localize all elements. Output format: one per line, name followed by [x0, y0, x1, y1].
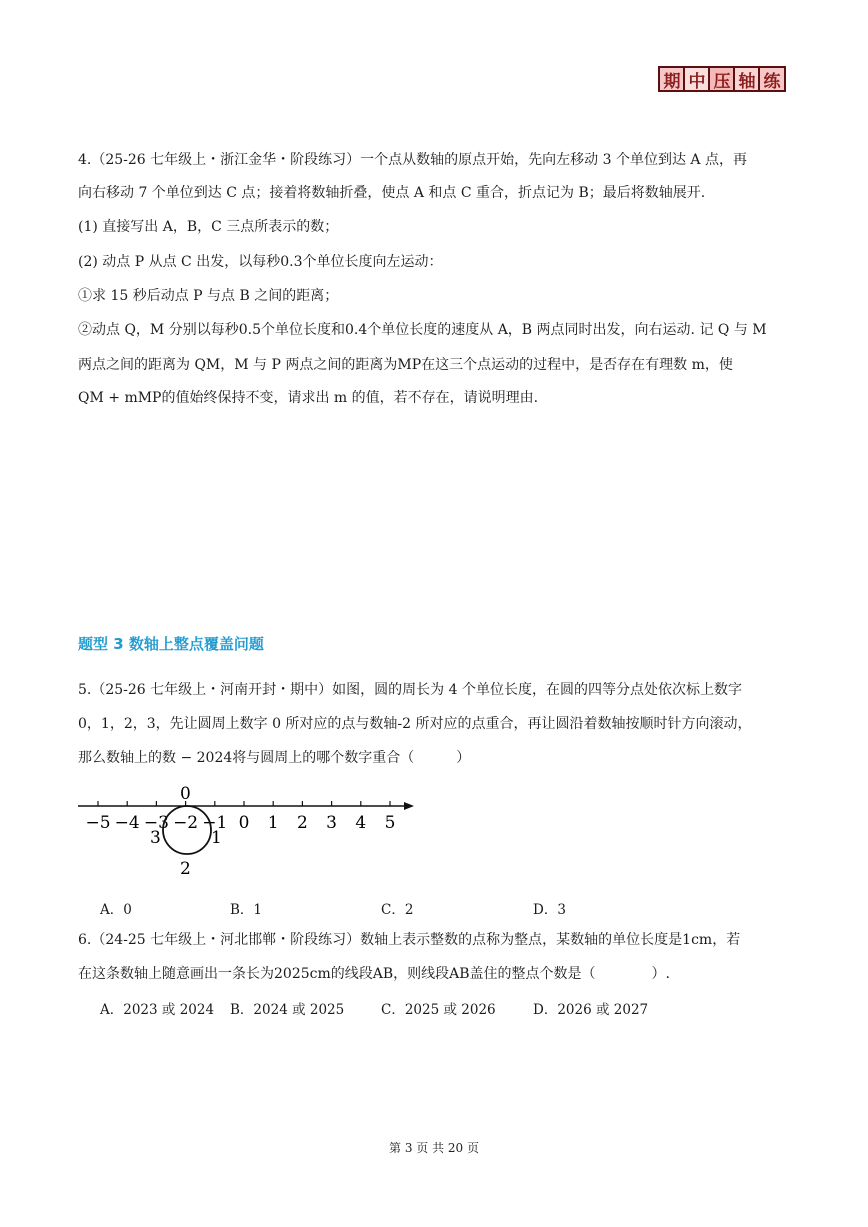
number-line-tick-label: 1 [267, 813, 279, 833]
number-line-tick-label: 3 [326, 813, 338, 833]
q5-line: 0，1，2，3，先让圆周上数字 0 所对应的点与数轴-2 所对应的点重合，再让圆沿着数轴按顺时针方向滚动， [78, 716, 752, 732]
q5-line: 5.（25-26 七年级上・河南开封・期中）如图，圆的周长为 4 个单位长度，在圆的四等分点处依次标上数字 [78, 682, 742, 698]
q6-line: 6.（24-25 七年级上・河北邯郸・阶段练习）数轴上表示整数的点称为整点，某数轴的单位长度是1cm，若 [78, 932, 741, 948]
badge-char: 期 [658, 66, 686, 92]
page-number: 第 3 页 共 20 页 [389, 1141, 479, 1155]
number-line-tick-label: 5 [384, 813, 396, 833]
choice-a[interactable]: A．2023 或 2024 [100, 1002, 215, 1018]
q4-subpart-2: ②动点 Q，M 分别以每秒0.5个单位长度和0.4个单位长度的速度从 A，B 两点同时出发，向右运动. 记 Q 与 M [78, 322, 767, 338]
badge-char: 压 [708, 66, 736, 92]
choice-d[interactable]: D．2026 或 2027 [533, 1002, 649, 1018]
q6-line: 在这条数轴上随意画出一条长为2025cm的线段AB，则线段AB盖住的整点个数是（ ）. [78, 966, 670, 982]
number-line-tick-label: −5 [85, 813, 111, 833]
number-line-tick-label: 4 [355, 813, 367, 833]
number-line-tick-label: −2 [173, 813, 199, 833]
circle-label-right: 1 [211, 828, 222, 848]
number-line-figure [70, 775, 430, 885]
q4-line: 两点之间的距离为 QM，M 与 P 两点之间的距离为MP在这三个点运动的过程中，是否存在有理数 m，使 [78, 357, 733, 373]
q5-line: 那么数轴上的数 − 2024将与圆周上的哪个数字重合（ ） [78, 750, 471, 766]
choice-b[interactable]: B．2024 或 2025 [230, 1002, 345, 1018]
q4-line: 4.（25-26 七年级上・浙江金华・阶段练习）一个点从数轴的原点开始，先向左移动 3 个单位到达 A 点，再 [78, 152, 747, 168]
number-line-arrow [404, 802, 414, 810]
q4-subpart-1: ①求 15 秒后动点 P 与点 B 之间的距离； [78, 288, 339, 304]
number-line-tick-label: 2 [296, 813, 308, 833]
number-line-tick-label: 0 [238, 813, 250, 833]
choice-d[interactable]: D．3 [533, 902, 566, 918]
choice-c[interactable]: C．2 [381, 902, 414, 918]
choice-c[interactable]: C．2025 或 2026 [381, 1002, 496, 1018]
badge-char: 中 [683, 66, 711, 92]
choice-a[interactable]: A．0 [100, 902, 132, 918]
number-line-tick-label: −4 [114, 813, 140, 833]
circle-label-left: 3 [150, 828, 161, 848]
number-line-tick-label: −3 [143, 813, 169, 833]
q4-line: 向右移动 7 个单位到达 C 点；接着将数轴折叠，使点 A 和点 C 重合，折点记为 B；最后将数轴展开. [78, 185, 706, 201]
q4-part-2: (2) 动点 P 从点 C 出发，以每秒0.3个单位长度向左运动： [78, 254, 443, 270]
badge-char: 练 [758, 66, 786, 92]
q4-part-1: (1) 直接写出 A，B，C 三点所表示的数； [78, 219, 339, 235]
circle-label-bottom: 2 [180, 859, 191, 879]
q4-line: QM + mMP的值始终保持不变，请求出 m 的值，若不存在，请说明理由. [78, 390, 539, 406]
circle-label-top: 0 [180, 784, 191, 804]
section-title: 题型 3 数轴上整点覆盖问题 [78, 635, 264, 653]
number-line-tick-label: −1 [202, 813, 228, 833]
exam-badge [658, 66, 783, 92]
choice-b[interactable]: B．1 [230, 902, 263, 918]
badge-char: 轴 [733, 66, 761, 92]
